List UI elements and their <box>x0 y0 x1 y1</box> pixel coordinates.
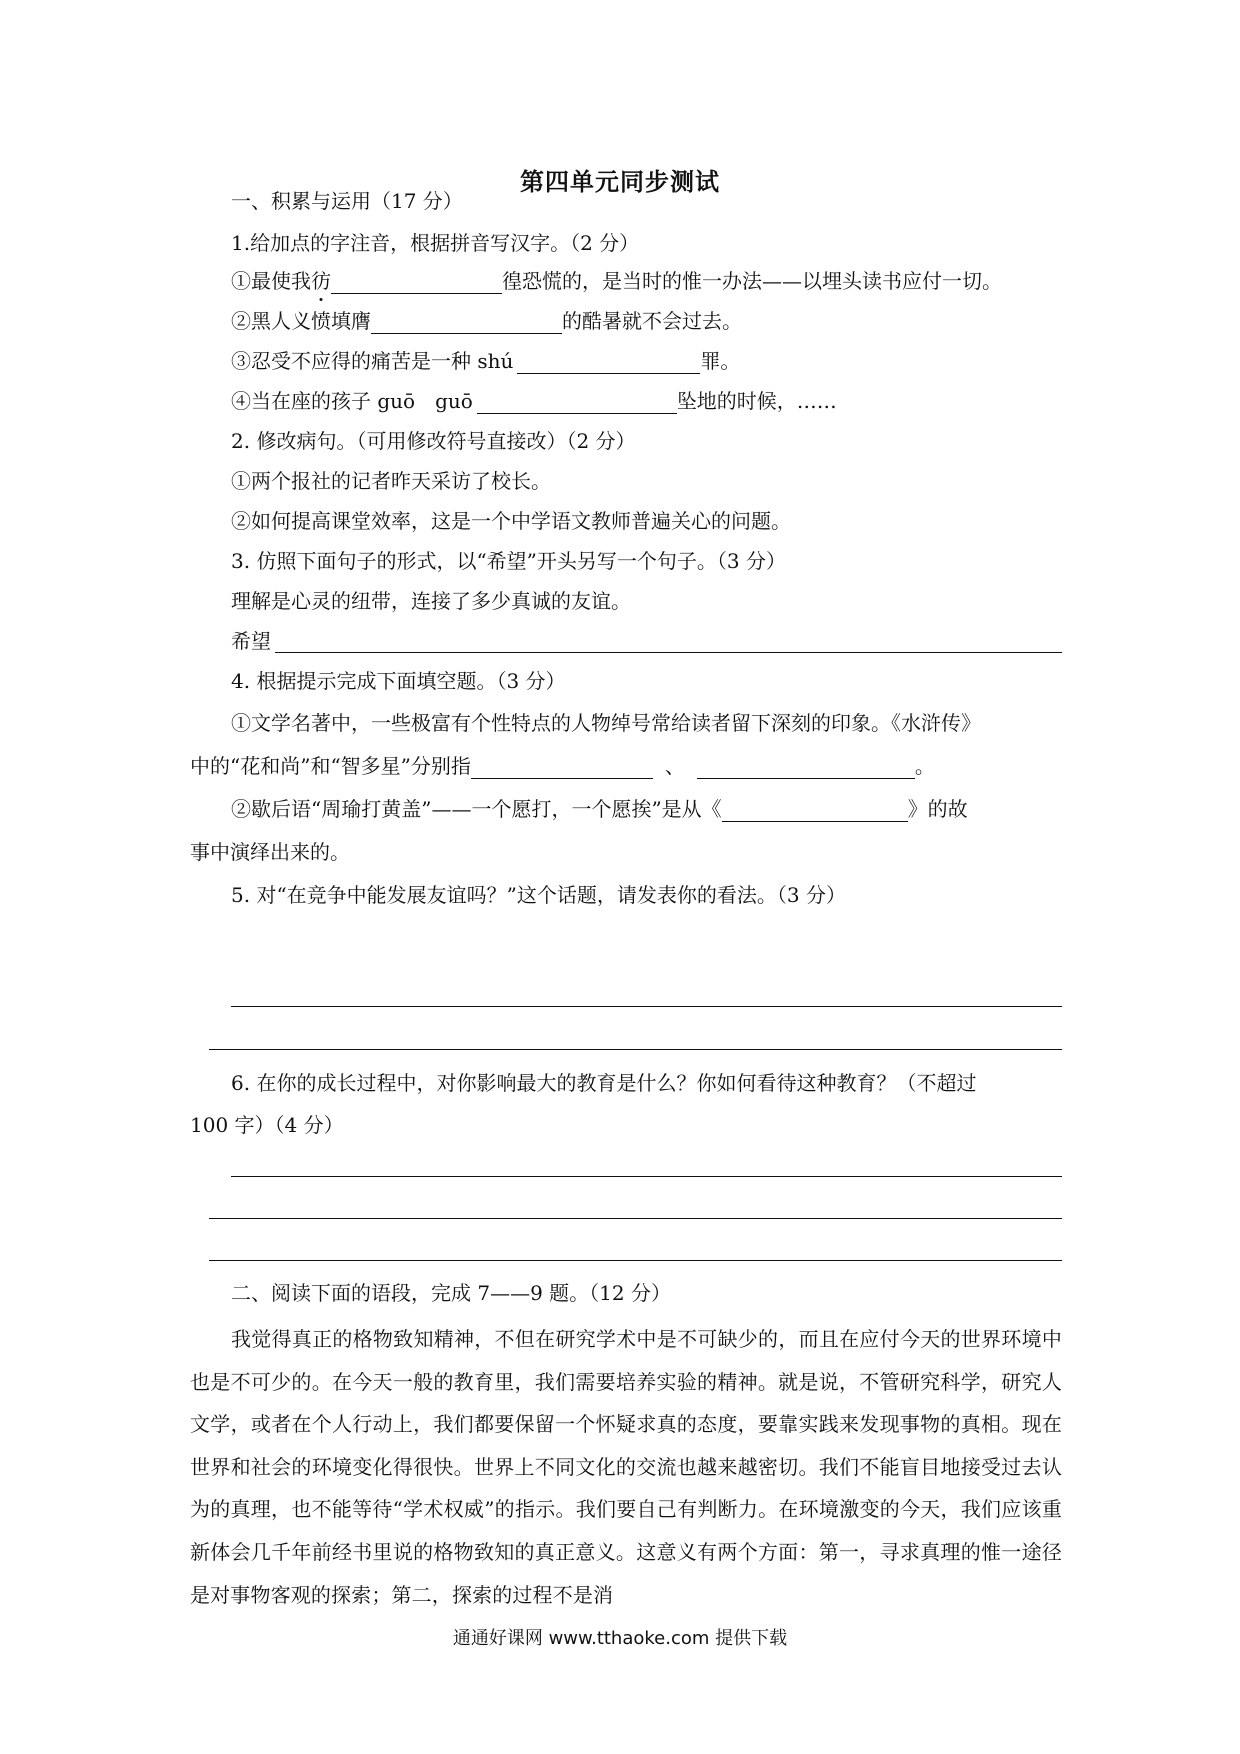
q3-example: 理解是心灵的纽带，连接了多少真诚的友谊。 <box>231 589 631 613</box>
q1-item-2-post: 的酷暑就不会过去。 <box>562 309 742 333</box>
q5-answer-line-2[interactable] <box>209 1049 1062 1050</box>
q6-stem-line2: 100 字）（4 分） <box>190 1113 344 1137</box>
emphasis-dot-icon <box>320 298 323 301</box>
q1-stem: 1.给加点的字注音，根据拼音写汉字。（2 分） <box>231 231 640 255</box>
reading-passage-text: 我觉得真正的格物致知精神，不但在研究学术中是不可缺少的，而且在应付今天的世界环境中也是不可少的。在今天一般的教育里，我们需要培养实验的精神。就是说，不管研究科学，研究人文学，或者在个人行动上，我们都要保留一个怀疑求真的态度，要靠实践来发现事物的真相。现在世界和社会的环境变化得很快。世界上不同文化的交流也越来越密切。我们不能盲目地接受过去认为的真理，也不能等待“学术权威”的指示。我们要自己有判断力。在环境激变的今天，我们应该重新体会几千年前经书里说的格物致知的真正意义。这意义有两个方面：第一，寻求真理的惟一途径是对事物客观的探索；第二，探索的过程不是消 <box>190 1327 1062 1607</box>
page-footer: 通通好课网 www.tthaoke.com 提供下载 <box>452 1628 788 1649</box>
q4-blank-3[interactable] <box>722 799 908 822</box>
q4-blank-2[interactable] <box>697 756 915 779</box>
q1-item-2 <box>231 308 742 334</box>
q5-answer-line-1[interactable] <box>231 1006 1062 1007</box>
q3-stem: 3. 仿照下面句子的形式，以“希望”开头另写一个句子。（3 分） <box>231 549 786 573</box>
q1-item-4 <box>231 388 837 414</box>
q6-answer-line-2[interactable] <box>209 1218 1062 1219</box>
q2-stem: 2. 修改病句。（可用修改符号直接改）（2 分） <box>231 429 636 453</box>
q1-item-1-pre: ①最使我彷 <box>231 269 331 293</box>
q1-item-1 <box>231 268 1002 294</box>
q4-stem: 4. 根据提示完成下面填空题。（3 分） <box>231 669 566 693</box>
q4-item-1-end: 。 <box>914 754 935 778</box>
section2-heading: 二、阅读下面的语段，完成 7——9 题。（12 分） <box>231 1281 671 1305</box>
q4-separator: 、 <box>664 754 685 778</box>
q6-stem-line1: 6. 在你的成长过程中，对你影响最大的教育是什么？你如何看待这种教育？（不超过 <box>231 1071 977 1095</box>
reading-passage <box>190 1318 1062 1616</box>
emphasis-char: 彷 <box>311 268 331 294</box>
q1-item-2-blank[interactable] <box>371 311 562 334</box>
q4-blank-1[interactable] <box>471 756 653 779</box>
q6-answer-line-1[interactable] <box>231 1176 1062 1177</box>
q1-item-2-pre: ②黑人义愤填膺 <box>231 309 371 333</box>
q1-item-3-post: 罪。 <box>700 349 741 373</box>
q6-answer-line-3[interactable] <box>209 1260 1062 1261</box>
q4-item-2-post: 》的故 <box>907 797 968 821</box>
q5-stem: 5. 对“在竞争中能发展友谊吗？”这个话题，请发表你的看法。（3 分） <box>231 883 846 907</box>
q1-item-4-post: 坠地的时候，…… <box>676 389 837 413</box>
q2-item-1: ①两个报社的记者昨天采访了校长。 <box>231 469 551 493</box>
q4-item-2-line1 <box>231 796 968 822</box>
q2-item-2: ②如何提高课堂效率，这是一个中学语文教师普遍关心的问题。 <box>231 509 791 533</box>
page-title: 第四单元同步测试 <box>520 168 720 196</box>
q1-item-1-post: 徨恐慌的，是当时的惟一办法——以埋头读书应付一切。 <box>502 269 1002 293</box>
q1-item-3-blank[interactable] <box>517 351 700 374</box>
q4-item-1-line1: ①文学名著中，一些极富有个性特点的人物绰号常给读者留下深刻的印象。《水浒传》 <box>231 711 981 735</box>
q3-answer-prefix: 希望 <box>231 629 271 653</box>
q1-item-3 <box>231 348 740 374</box>
q1-item-3-pre: ③忍受不应得的痛苦是一种 shú <box>231 349 514 373</box>
q1-item-1-blank[interactable] <box>331 271 502 294</box>
q4-item-1-line2 <box>190 753 935 779</box>
q4-item-1-pre: 中的“花和尚”和“智多星”分别指 <box>190 754 471 778</box>
q4-item-2-line2: 事中演绎出来的。 <box>190 840 350 864</box>
q3-answer-line[interactable] <box>275 652 1062 653</box>
q1-item-4-pre: ④当在座的孩子 guō guō <box>231 389 473 413</box>
q1-item-4-blank[interactable] <box>477 391 677 414</box>
q4-item-2-pre: ②歇后语“周瑜打黄盖”——一个愿打，一个愿挨”是从《 <box>231 797 722 821</box>
section1-heading: 一、积累与运用（17 分） <box>231 189 463 213</box>
